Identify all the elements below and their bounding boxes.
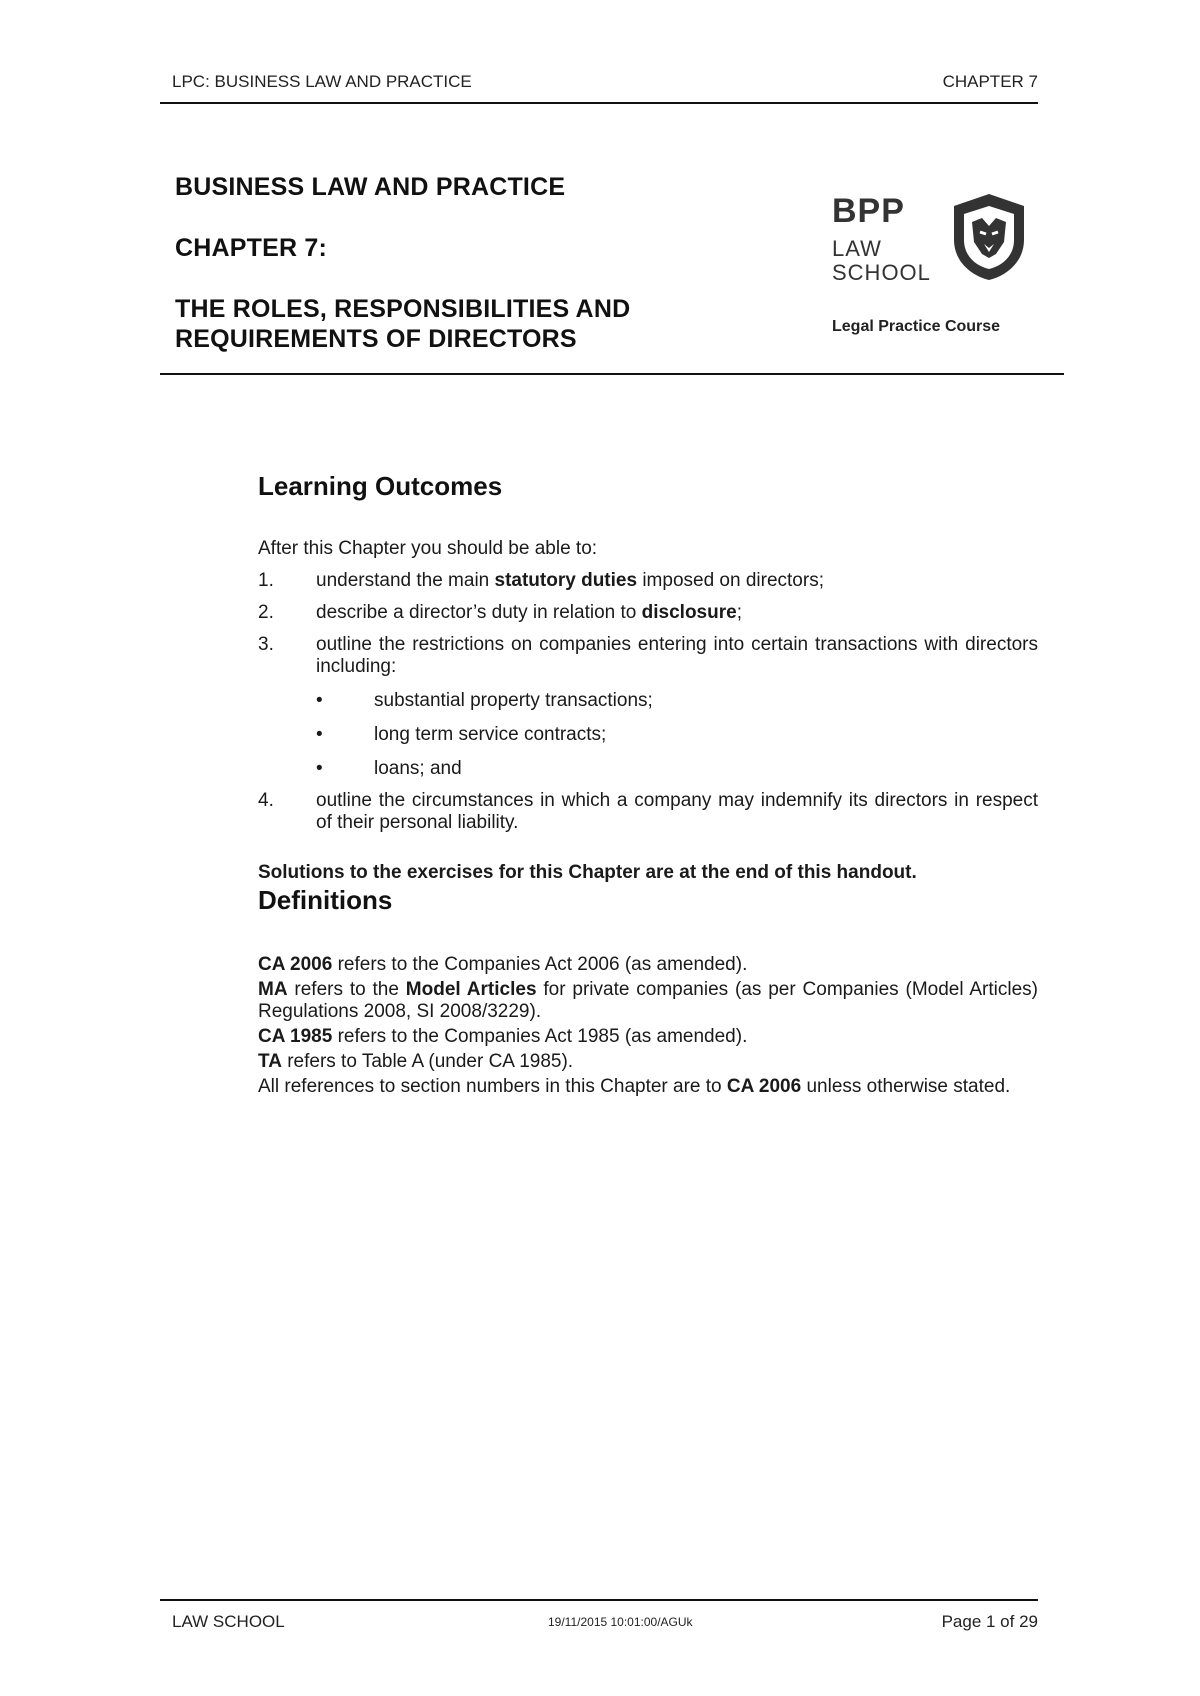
definition-text: unless otherwise stated. [801,1076,1011,1097]
page-footer [172,1612,1038,1638]
item-number: 3. [258,634,274,655]
page-number: Page 1 of 29 [941,1612,1038,1631]
learning-outcomes-heading: Learning Outcomes [258,471,503,501]
definition-ma [258,979,1038,1023]
main-content [258,470,1038,1101]
bullet-glyph: • [316,724,323,745]
header-chapter: CHAPTER 7 [942,72,1038,91]
bullet-item [258,758,1038,780]
bullet-text: long term service contracts; [374,724,607,745]
title-rule [160,373,1064,375]
header-course-title: LPC: BUSINESS LAW AND PRACTICE [172,72,472,91]
definition-text: refers to the [287,979,406,1000]
definition-text: refers to Table A (under CA 1985). [281,1051,574,1072]
definition-text: for private companies (as per Companies (Model Articles) Regulations 2008, SI 2008/3229). [258,979,1038,1022]
logo-school: SCHOOL [832,260,931,285]
outcomes-list [258,570,1038,834]
definition-term: CA 2006 [258,954,333,975]
definition-ca1985 [258,1026,1038,1048]
definition-term: MA [258,979,288,1000]
item-text [316,570,1038,592]
item-text-part: imposed on directors; [637,570,824,591]
chapter-number: CHAPTER 7: [175,234,328,262]
running-header [172,72,1038,98]
item-text-part: describe a director’s duty in relation to [316,602,642,623]
logo-brand: BPP [832,192,905,230]
bpp-logo [832,192,1032,342]
chapter-title-line-1: THE ROLES, RESPONSIBILITIES AND [175,295,631,323]
footer-school: LAW SCHOOL [172,1612,285,1631]
item-text: outline the circumstances in which a company may indemnify its directors in respect of their personal liability. [316,790,1038,833]
item-text [316,602,1038,624]
title-block [175,172,735,354]
item-text-part: ; [736,602,742,623]
list-item [258,634,1038,678]
document-title: BUSINESS LAW AND PRACTICE [175,173,566,201]
bullet-item [258,690,1038,712]
bullet-glyph: • [316,758,323,779]
item-text: outline the restrictions on companies entering into certain transactions with directors including: [316,634,1038,677]
bullet-item [258,724,1038,746]
list-item [258,602,1038,624]
chapter-title-line-2: REQUIREMENTS OF DIRECTORS [175,325,577,353]
item-number: 1. [258,570,274,591]
item-text-bold: statutory duties [494,570,638,591]
footer-rule [160,1599,1038,1601]
definition-term: CA 1985 [258,1026,333,1047]
header-rule [160,102,1038,104]
bullet-text: substantial property transactions; [374,690,653,711]
footer-timestamp: 19/11/2015 10:01:00/AGUk [548,1615,693,1629]
definitions-list [258,954,1038,1098]
bullet-text: loans; and [374,758,462,779]
logo-course: Legal Practice Course [832,318,1001,335]
item-number: 4. [258,790,274,811]
transactions-bullets [258,690,1038,780]
chapter-title [175,294,735,354]
solutions-note: Solutions to the exercises for this Chapter are at the end of this handout. [258,862,917,883]
definitions-heading: Definitions [258,885,393,915]
definition-references [258,1076,1038,1098]
logo-law: LAW [832,236,882,261]
definition-bold: Model Articles [405,979,537,1000]
definition-text: refers to the Companies Act 2006 (as amended). [332,954,748,975]
item-number: 2. [258,602,274,623]
definition-text: All references to section numbers in this Chapter are to [258,1076,727,1097]
learning-outcomes-intro: After this Chapter you should be able to: [258,538,598,559]
item-text-bold: disclosure [641,602,737,623]
list-item [258,790,1038,834]
item-text-part: understand the main [316,570,495,591]
bullet-glyph: • [316,690,323,711]
definition-ca2006 [258,954,1038,976]
definition-bold: CA 2006 [726,1076,802,1097]
definition-ta [258,1051,1038,1073]
definition-term: TA [258,1051,282,1072]
definition-text: refers to the Companies Act 1985 (as amended). [332,1026,748,1047]
list-item [258,570,1038,592]
lion-shield-icon [950,192,1028,282]
